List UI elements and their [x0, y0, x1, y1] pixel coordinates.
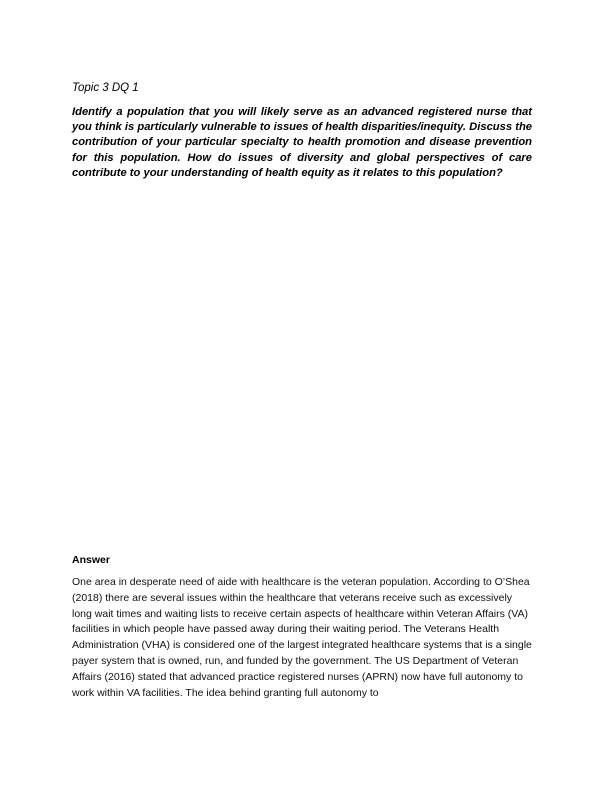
answer-paragraph: One area in desperate need of aide with healthcare is the veteran population. According to O’Shea (2018) there are several issues within the healthcare that veterans receive such as excessively long wait times and waiting lists to receive certain aspects of healthcare within Veteran Affairs (VA) facilities in which people have passed away during their waiting period. The Veterans Health Administration (VHA) is considered one of the largest integrated healthcare systems that is a single payer system that is owned, run, and funded by the government. The US Department of Veteran Affairs (2016) stated that advanced practice registered nurses (APRN) now have full autonomy to work within VA facilities. The idea behind granting full autonomy to [72, 576, 532, 699]
discussion-question: Identify a population that you will likely serve as an advanced registered nurse that you think is particularly vulnerable to issues of health disparities/inequity. Discuss the contribution of your particular specialty to health promotion and disease prevention for this population. How do issues of diversity and global perspectives of care contribute to your understanding of health equity as it relates to this population? [72, 106, 532, 179]
topic-heading: Topic 3 DQ 1 [72, 82, 139, 94]
answer-heading: Answer [72, 554, 110, 566]
